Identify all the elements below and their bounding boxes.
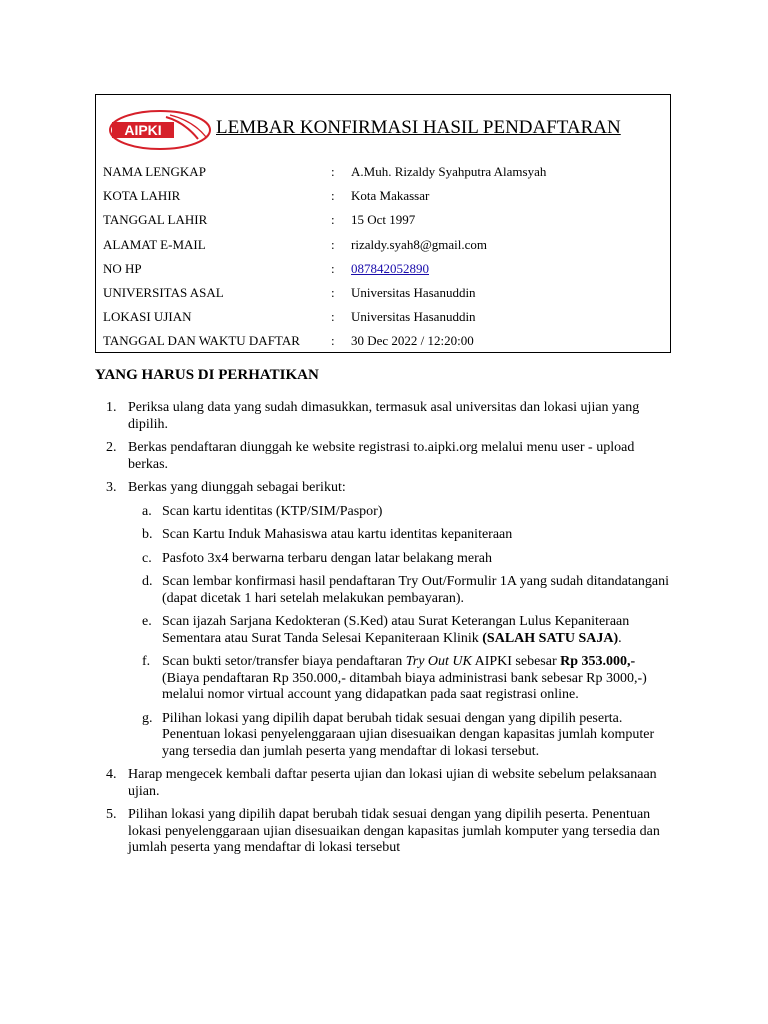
sub-item-text-end: (Biaya pendaftaran Rp 350.000,- ditambah biaya administrasi bank sebesar Rp 3000,-) melalui nomor virtual account yang didapatkan pada saat registrasi online.	[162, 670, 647, 702]
sub-item-text: Scan bukti setor/transfer biaya pendaftaran	[162, 654, 406, 669]
field-value: Universitas Hasanuddin	[351, 284, 476, 300]
field-colon: :	[331, 333, 335, 349]
sub-item-text: Scan lembar konfirmasi hasil pendaftaran Try Out/Formulir 1A yang sudah ditandatangani (dapat dicetak 1 hari setelah melakukan pembayaran).	[162, 574, 670, 606]
sub-item-bold: (SALAH SATU SAJA)	[482, 630, 619, 646]
sub-list-item	[142, 654, 676, 704]
sub-item-text: Scan kartu identitas (KTP/SIM/Paspor)	[162, 503, 383, 519]
item-number: 3.	[106, 480, 117, 495]
item-text: Harap mengecek kembali daftar peserta ujian dan lokasi ujian di website sebelum pelaksanaan ujian.	[128, 767, 657, 799]
registration-fields	[103, 163, 663, 357]
list-item	[106, 767, 676, 800]
sub-list-item	[142, 574, 676, 607]
field-label: NO HP	[103, 260, 142, 276]
field-label: NAMA LENGKAP	[103, 164, 206, 179]
document-header	[108, 109, 668, 151]
field-value: 15 Oct 1997	[351, 212, 416, 228]
sub-list-item	[142, 614, 676, 647]
sub-item-italic: Try Out UK	[405, 654, 472, 669]
document-title: LEMBAR KONFIRMASI HASIL PENDAFTARAN	[216, 117, 621, 138]
notes-list	[106, 400, 676, 864]
item-number: 1.	[106, 400, 117, 415]
item-number: 2.	[106, 440, 117, 455]
field-colon: :	[331, 188, 335, 204]
field-colon: :	[331, 260, 335, 276]
field-label: ALAMAT E-MAIL	[103, 236, 206, 252]
item-text: Pilihan lokasi yang dipilih dapat berubah tidak sesuai dengan yang dipilih peserta. Penentuan lokasi penyelenggaraan ujian disesuaikan dengan kapasitas jumlah komputer yang tersedia dan jumlah peserta yang mendaftar di lokasi tersebut	[128, 807, 660, 855]
field-colon: :	[331, 309, 335, 325]
field-tanggal-waktu-daftar	[103, 332, 663, 356]
field-universitas-asal	[103, 284, 663, 308]
sub-item-letter: a.	[142, 503, 152, 519]
list-item	[106, 807, 676, 857]
sub-item-letter: c.	[142, 550, 152, 566]
field-label: LOKASI UJIAN	[103, 309, 192, 325]
field-label: TANGGAL LAHIR	[103, 212, 208, 228]
field-colon: :	[331, 236, 335, 252]
sub-item-letter: f.	[142, 654, 151, 669]
field-label: UNIVERSITAS ASAL	[103, 284, 224, 300]
sub-list-item	[142, 527, 676, 544]
list-item	[106, 400, 676, 433]
sub-list-item	[142, 710, 676, 761]
field-colon: :	[331, 212, 335, 228]
phone-link[interactable]: 087842052890	[351, 260, 429, 276]
sub-list-item	[142, 550, 676, 568]
item-number: 5.	[106, 807, 117, 822]
field-value: Universitas Hasanuddin	[351, 309, 476, 325]
list-item	[106, 480, 676, 760]
field-label: TANGGAL DAN WAKTU DAFTAR	[103, 333, 300, 349]
sub-item-text-end: .	[618, 630, 622, 646]
field-value: Kota Makassar	[351, 188, 430, 204]
field-value: 30 Dec 2022 / 12:20:00	[351, 333, 474, 349]
field-no-hp	[103, 260, 663, 284]
item-text: Periksa ulang data yang sudah dimasukkan, termasuk asal universitas dan lokasi ujian yang dipilih.	[128, 400, 640, 432]
field-colon: :	[331, 164, 335, 179]
field-tanggal-lahir	[103, 211, 663, 235]
field-value: A.Muh. Rizaldy Syahputra Alamsyah	[351, 164, 547, 179]
sub-item-bold: Rp 353.000,-	[560, 654, 636, 669]
sub-item-text-mid: AIPKI sebesar	[471, 654, 561, 669]
field-lokasi-ujian	[103, 308, 663, 332]
sub-list-item	[142, 503, 676, 521]
sub-item-letter: e.	[142, 614, 152, 629]
sub-item-letter: b.	[142, 527, 153, 542]
item-text: Berkas pendaftaran diunggah ke website registrasi to.aipki.org melalui menu user - upload berkas.	[128, 440, 635, 472]
list-item	[106, 440, 676, 473]
sub-item-text: Pilihan lokasi yang dipilih dapat berubah tidak sesuai dengan yang dipilih peserta. Penentuan lokasi penyelenggaraan ujian disesuaikan dengan kapasitas jumlah komputer yang tersedia dan jumlah peserta yang mendaftar di lokasi tersebut.	[162, 710, 655, 759]
field-nama-lengkap	[103, 163, 663, 187]
item-number: 4.	[106, 767, 117, 782]
confirmation-box	[95, 94, 671, 353]
notes-title: YANG HARUS DI PERHATIKAN	[95, 367, 319, 383]
field-colon: :	[331, 284, 335, 300]
sub-item-letter: d.	[142, 574, 153, 589]
field-value: rizaldy.syah8@gmail.com	[351, 236, 488, 252]
item-text: Berkas yang diunggah sebagai berikut:	[128, 480, 346, 495]
logo-text: AIPKI	[124, 122, 162, 138]
aipki-logo-icon	[108, 109, 216, 151]
sub-item-text: Pasfoto 3x4 berwarna terbaru dengan latar belakang merah	[162, 550, 493, 566]
field-label: KOTA LAHIR	[103, 188, 181, 204]
sub-list	[128, 504, 676, 761]
sub-item-letter: g.	[142, 710, 153, 726]
field-alamat-email	[103, 236, 663, 260]
sub-item-text: Scan Kartu Induk Mahasiswa atau kartu identitas kepaniteraan	[162, 527, 513, 542]
field-kota-lahir	[103, 187, 663, 211]
sub-item-text: Scan ijazah Sarjana Kedokteran (S.Ked) atau Surat Keterangan Lulus Kepaniteraan Sementara atau Surat Tanda Selesai Kepaniteraan Klinik	[162, 614, 630, 646]
